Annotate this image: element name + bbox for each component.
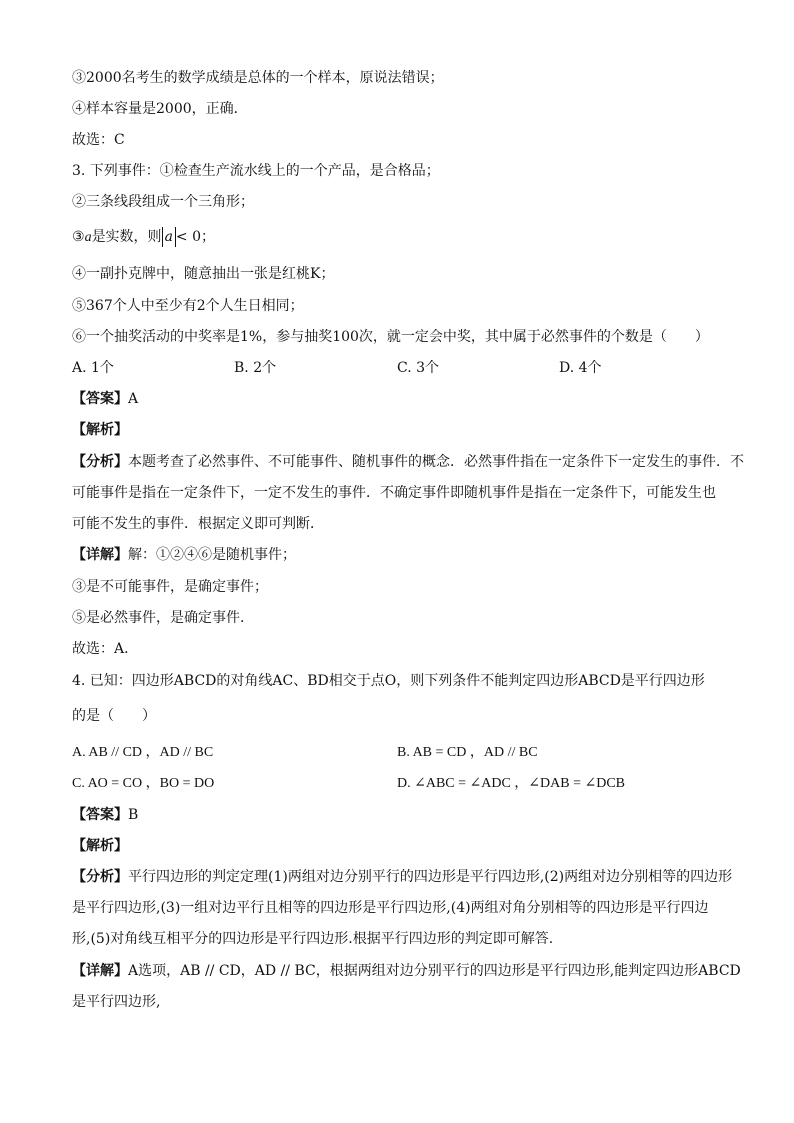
answer-line (72, 805, 138, 825)
analysis-label: 【分析】 (72, 869, 128, 885)
question-3-item: ⑤367个人中至少有2个人生日相同； (72, 298, 304, 314)
absolute-value: a (162, 227, 176, 247)
text-line: 故选：C (72, 132, 125, 148)
detail-line (72, 545, 296, 565)
question-3-item: ②三条线段组成一个三角形； (72, 194, 254, 210)
detail-label: 【详解】 (72, 963, 128, 979)
detail-text: 解：①②④⑥是随机事件； (128, 547, 296, 563)
analysis-heading: 【解析】 (72, 838, 128, 854)
analysis-line: 是平行四边形,(3)一组对边平行且相等的四边形是平行四边形,(4)两组对角分别相等的四边形是平行四边 (72, 900, 709, 916)
text-line: ③2000名考生的数学成绩是总体的一个样本，原说法错误； (72, 70, 444, 86)
analysis-heading: 【解析】 (72, 422, 128, 438)
option-c: C. AO = CO ，BO = DO (72, 776, 215, 791)
question-3-item (72, 227, 215, 248)
answer-label: 【答案】 (72, 391, 128, 407)
analysis-text: 平行四边形的判定定理(1)两组对边分别平行的四边形是平行四边形,(2)两组对边分别相等的四边形 (128, 869, 733, 885)
detail-label: 【详解】 (72, 547, 128, 563)
option-c: C. 3个 (397, 360, 440, 376)
item-text: < 0； (175, 229, 216, 245)
option-d: D. ∠ABC = ∠ADC ，∠DAB = ∠DCB (397, 776, 626, 791)
question-3-item: ⑥一个抽奖活动的中奖率是1%，参与抽奖100次，就一定会中奖，其中属于必然事件的个数是（ ） (72, 329, 709, 345)
detail-line: ③是不可能事件，是确定事件； (72, 579, 268, 595)
analysis-line (72, 452, 744, 472)
question-3-item: ④一副扑克牌中，随意抽出一张是红桃K； (72, 266, 335, 282)
question-4-stem: 的是（ ） (72, 708, 156, 724)
option-a: A. AB // CD ，AD // BC (72, 745, 214, 760)
analysis-line: 形,(5)对角线互相平分的四边形是平行四边形.根据平行四边形的判定即可解答. (72, 931, 554, 947)
math-variable: a (84, 230, 92, 245)
answer-label: 【答案】 (72, 807, 128, 823)
option-b: B. 2个 (234, 360, 277, 376)
detail-line: ⑤是必然事件，是确定事件． (72, 610, 254, 626)
detail-line (72, 961, 741, 981)
detail-line: 是平行四边形, (72, 994, 161, 1010)
analysis-text: 本题考查了必然事件、不可能事件、随机事件的概念．必然事件指在一定条件下一定发生的事件．不 (128, 454, 744, 470)
item-marker: ③ (72, 229, 85, 245)
analysis-line: 可能事件是指在一定条件下，一定不发生的事件．不确定事件即随机事件是指在一定条件下，可能发生也 (72, 485, 716, 501)
answer-value: A (128, 391, 139, 407)
option-b: B. AB = CD ，AD // BC (397, 745, 538, 760)
analysis-line: 可能不发生的事件．根据定义即可判断． (72, 516, 324, 532)
question-4-stem: 4. 已知：四边形ABCD的对角线AC、BD相交于点O，则下列条件不能判定四边形ABCD是平行四边形 (72, 673, 705, 689)
option-a: A. 1个 (72, 360, 114, 376)
text-line: ④样本容量是2000，正确． (72, 101, 248, 117)
analysis-label: 【分析】 (72, 454, 128, 470)
answer-value: B (128, 807, 139, 823)
option-d: D. 4个 (559, 360, 602, 376)
detail-text: A选项，AB // CD，AD // BC，根据两组对边分别平行的四边形是平行四边形,能判定四边形ABCD (128, 963, 741, 979)
detail-line: 故选：A． (72, 641, 139, 657)
item-text: 是实数，则 (91, 229, 162, 245)
question-3-stem: 3. 下列事件：①检查生产流水线上的一个产品，是合格品； (72, 163, 440, 179)
analysis-line (72, 867, 732, 887)
answer-line (72, 389, 138, 409)
